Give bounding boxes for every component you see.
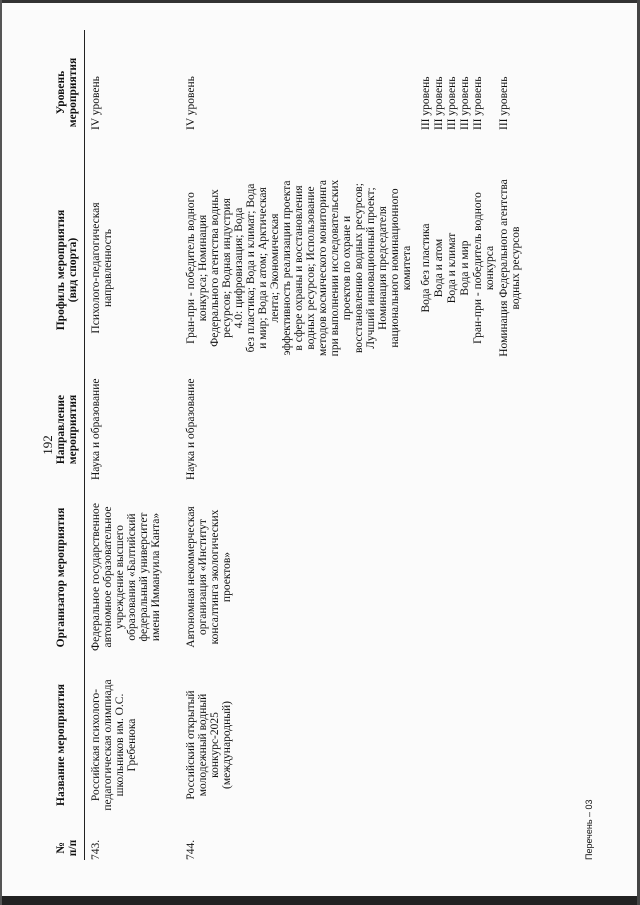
row-744-sub-level: III уровень [420,76,432,130]
row-744-sub-profile: Вода без пластика [420,223,432,313]
header-level: Уровень мероприятия [55,57,79,128]
row-744-sub-profile: Номинация Федерального агентства водных ресурсов [498,179,522,357]
row-744-sub-level: III уровень [433,76,445,130]
row-744-sub-level: III уровень [472,76,484,130]
header-profile: Профиль мероприятия (вид спорта) [55,209,79,331]
row-744-direction: Наука и образование [185,378,197,480]
row-744-sub-profile: Вода и мир [459,240,471,296]
page-number: 192 [40,435,55,455]
row-744-num: 744. [185,839,197,860]
row-744-sub-profile: Гран-при - победитель водного конкурса [472,192,496,344]
scan-edge-top [0,0,640,3]
row-744-profile-main: Гран-при - победитель водного конкурса; Номинация Федерального агентства водных ресурсов; Водная индустрия 4.0: цифровизация; Вода без пластика; Вода и климат; Вода и мир; Вода и атом; Арктическая лента; Экономическая эффективность реализации проекта в сфере охраны и восстановления водных ресурсов; Использование методов космического мониторинга при выполнении исследовательских проектов по охране и восстановлению водных ресурсов; Лучший инновационный проект; Номинация председателя национального номинационного комитета [185,179,413,357]
row-744-sub-level: III уровень [498,76,510,130]
row-744-level-main: IV уровень [185,76,197,130]
row-743-profile: Психолого-педагогическая направленность [90,202,114,334]
row-744-name: Российский открытый молодежный водный конкурс-2025 (международный) [185,690,233,800]
scan-edge-left [0,0,2,905]
scan-edge-bottom [0,896,640,905]
header-organizer: Организатор мероприятия [55,507,67,648]
row-743-name: Российская психолого- педагогическая олимпиада школьников им. О.С. Гребенюка [90,679,138,811]
row-743-organizer: Федеральное государственное автономное образовательное учреждение высшего образования «Балтийский федеральный университет имени Иммануила Канта» [90,503,162,652]
rotated-document-page [40,30,600,860]
row-744-sub-profile: Вода и атом [433,238,445,298]
header-num: № п/п [55,839,79,857]
row-743-num: 743. [90,839,102,860]
header-name: Название мероприятия [55,684,67,806]
row-743-direction: Наука и образование [90,378,102,480]
footer-label: Перечень – 03 [584,799,594,860]
row-744-sub-level: III уровень [459,76,471,130]
header-rule [84,30,85,860]
row-743-level: IV уровень [90,76,102,130]
header-direction: Направление мероприятия [55,394,79,465]
row-744-organizer: Автономная некоммерческая организация «Институт консалтинга экологических проектов» [185,506,233,648]
row-744-sub-level: III уровень [446,76,458,130]
row-744-sub-profile: Вода и климат [446,232,458,304]
